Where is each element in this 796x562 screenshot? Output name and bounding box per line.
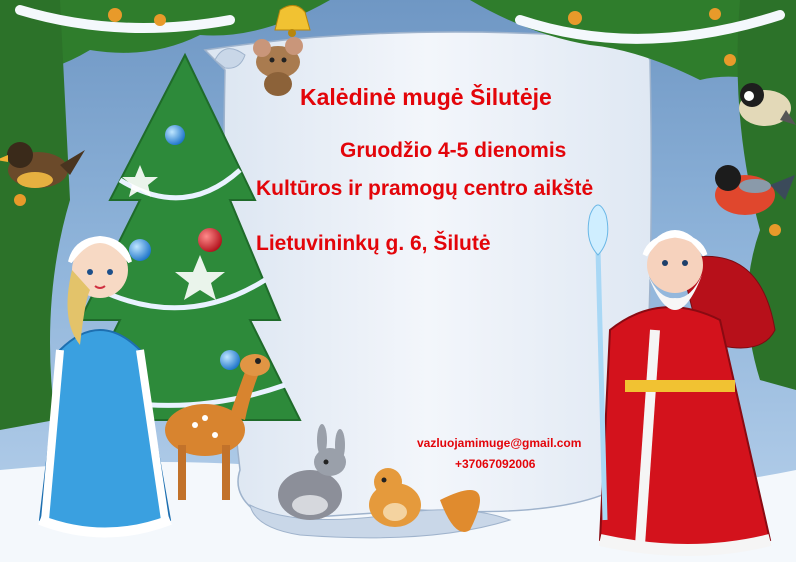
event-address: Lietuvininkų g. 6, Šilutė	[256, 232, 491, 255]
contact-email: vazluojamimuge@gmail.com	[417, 436, 582, 450]
contact-phone: +37067092006	[455, 457, 536, 471]
event-title: Kalėdinė mugė Šilutėje	[300, 84, 552, 110]
event-venue: Kultūros ir pramogų centro aikštė	[256, 177, 594, 200]
event-dates: Gruodžio 4-5 dienomis	[340, 139, 567, 162]
